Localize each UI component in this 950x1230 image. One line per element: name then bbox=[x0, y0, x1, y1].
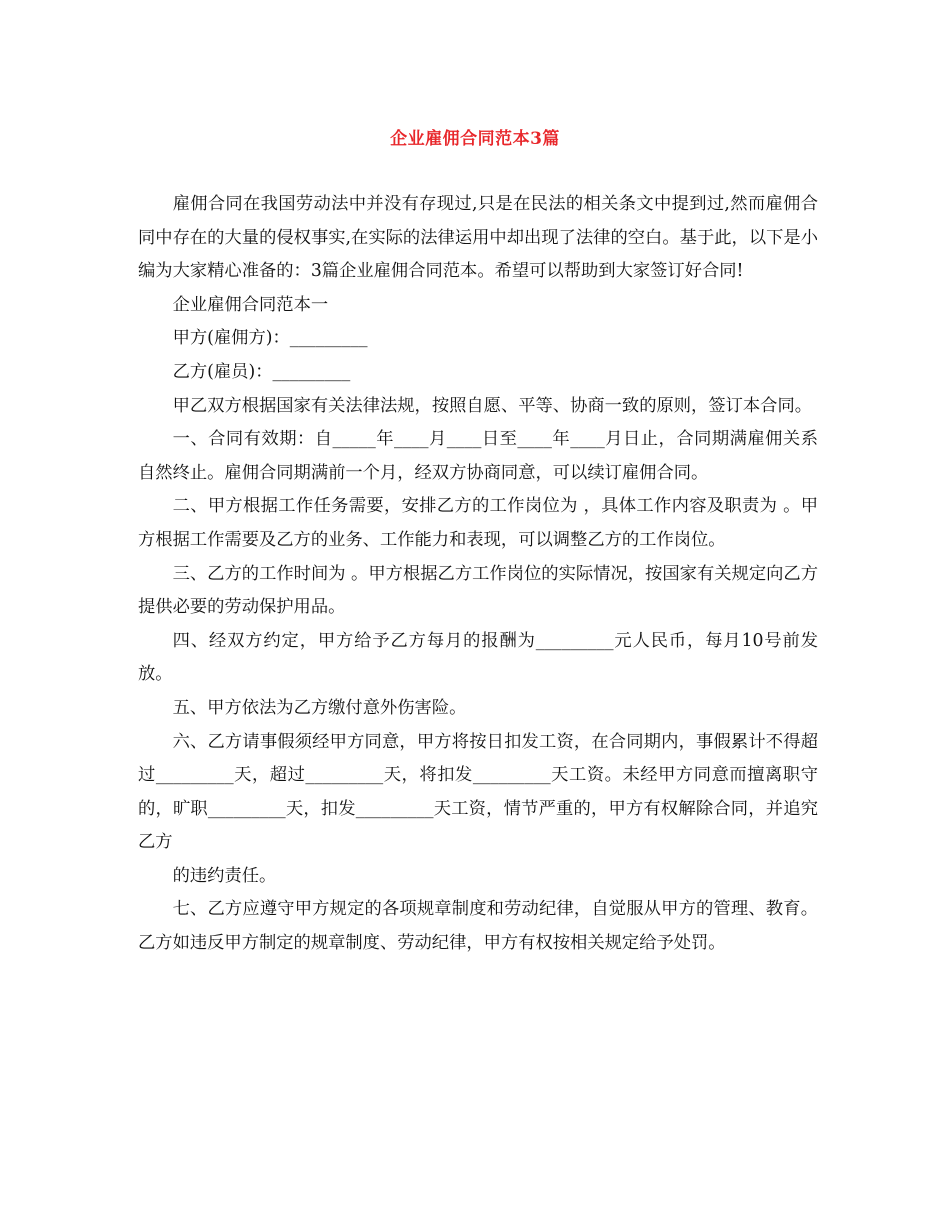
clause-2: 二、甲方根据工作任务需要，安排乙方的工作岗位为 ，具体工作内容及职责为 。甲方根据工作需要及乙方的业务、工作能力和表现，可以调整乙方的工作岗位。 bbox=[138, 496, 818, 550]
clause-5: 五、甲方依法为乙方缴付意外伤害险。 bbox=[172, 697, 467, 718]
document-body bbox=[138, 188, 818, 961]
intro-paragraph: 雇佣合同在我国劳动法中并没有存现过,只是在民法的相关条文中提到过,然而雇佣合同中存在的大量的侵权事实,在实际的法律运用中却出现了法律的空白。基于此，以下是小编为大家精心准备的：3篇企业雇佣合同范本。希望可以帮助到大家签订好合同! bbox=[138, 194, 818, 282]
party-a-line: 甲方(雇佣方)：_________ bbox=[172, 328, 368, 349]
clause-6: 六、乙方请事假须经甲方同意，甲方将按日扣发工资，在合同期内，事假累计不得超过_________天，超过_________天，将扣发_________天工资。未经甲方同意而擅离职守的，旷职_________天，扣发_________天工资，情节严重的，甲方有权解除合同，并追究乙方 bbox=[138, 731, 818, 853]
party-b-line: 乙方(雇员)：_________ bbox=[172, 361, 351, 382]
clause-3: 三、乙方的工作时间为 。甲方根据乙方工作岗位的实际情况，按国家有关规定向乙方提供必要的劳动保护用品。 bbox=[138, 563, 818, 618]
preamble-paragraph: 甲乙双方根据国家有关法律法规，按照自愿、平等、协商一致的原则，签订本合同。 bbox=[172, 395, 813, 416]
document-title: 企业雇佣合同范本3篇 bbox=[390, 129, 560, 149]
section-heading: 企业雇佣合同范本一 bbox=[172, 294, 329, 315]
clause-1: 一、合同有效期：自_____年____月____日至____年____月日止，合同期满雇佣关系自然终止。雇佣合同期满前一个月，经双方协商同意，可以续订雇佣合同。 bbox=[138, 429, 818, 483]
clause-7: 七、乙方应遵守甲方规定的各项规章制度和劳动纪律，自觉服从甲方的管理、教育。乙方如违反甲方制定的规章制度、劳动纪律，甲方有权按相关规定给予处罚。 bbox=[138, 899, 818, 954]
clause-6-continuation: 的违约责任。 bbox=[172, 865, 277, 886]
clause-4: 四、经双方约定，甲方给予乙方每月的报酬为_________元人民币，每月10号前发放。 bbox=[138, 630, 818, 685]
